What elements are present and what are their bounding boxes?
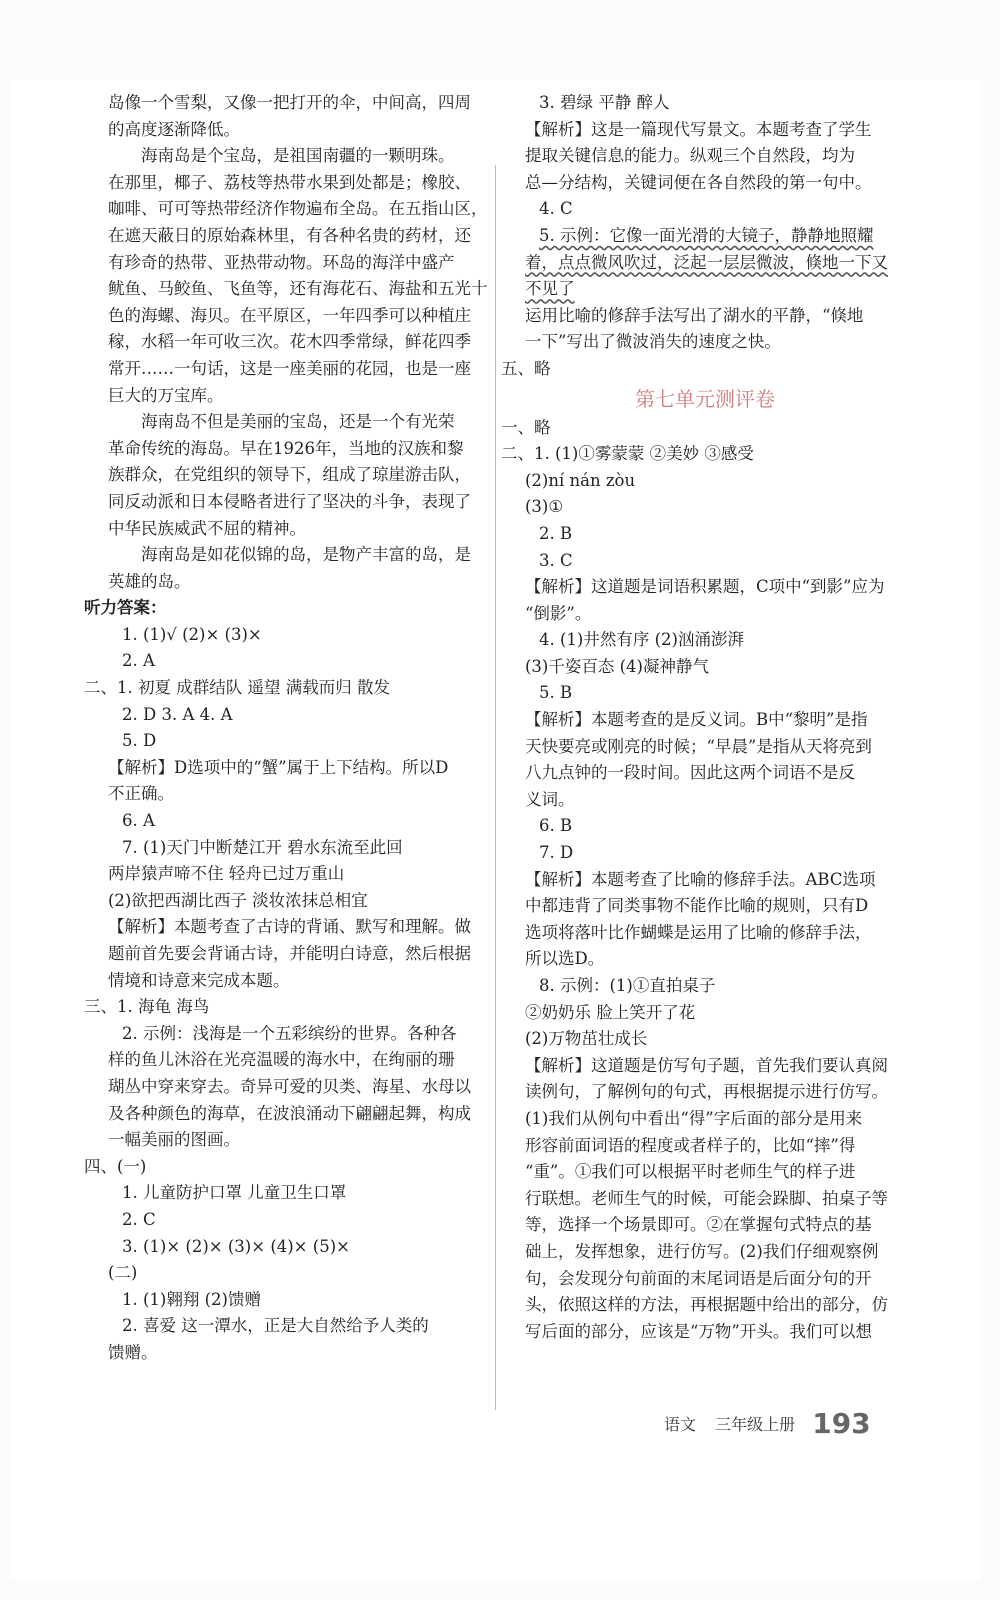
text-line: 情境和诗意来完成本题。 (108, 970, 290, 990)
answer-line: 5. 示例：它像一面光滑的大镜子，静静地照耀 (539, 225, 874, 245)
text-line: 选项将落叶比作蝴蝶是运用了比喻的修辞手法， (525, 922, 872, 942)
text-line: 提取关键信息的能力。纵观三个自然段，均为 (525, 146, 855, 166)
right-column (501, 90, 888, 1345)
answer-line: 1. (1)翱翔 (2)馈赠 (122, 1289, 261, 1309)
section-line: 五、略 (501, 358, 551, 378)
listening-answers-heading: 听力答案： (84, 598, 167, 618)
text-line: 革命传统的海岛。早在1926年，当地的汉族和黎 (108, 438, 464, 458)
section-line: 四、(一) (84, 1156, 147, 1176)
section-line: 三、1. 海龟 海鸟 (84, 997, 210, 1017)
text-line: 题前首先要会背诵古诗，并能明白诗意，然后根据 (108, 944, 471, 963)
answer-line: 2. B (539, 523, 573, 543)
text-line: 着，点点微风吹过，泛起一层层微波，倏地一下又 (525, 252, 888, 272)
text-line: 【解析】本题考查的是反义词。B中“黎明”是指 (525, 710, 868, 730)
text-line: 色的海螺、海贝。在平原区，一年四季可以种植庄 (108, 305, 471, 325)
text-line: 族群众，在党组织的领导下，组成了琼崖游击队， (108, 465, 471, 485)
text-line: 在遮天蔽日的原始森林里，有各种名贵的药材，还 (108, 225, 471, 245)
unit-heading: 第七单元测评卷 (635, 386, 775, 411)
answer-line: 6. A (122, 811, 155, 831)
text-line: 常开……一句话，这是一座美丽的花园，也是一座 (108, 358, 471, 378)
text-line: 不正确。 (108, 784, 174, 804)
text-line: (2)万物茁壮成长 (525, 1029, 648, 1049)
text-line: (二) (108, 1263, 138, 1283)
text-line: 运用比喻的修辞手法写出了湖水的平静，“倏地 (525, 305, 864, 325)
text-line: 两岸猿声啼不住 轻舟已过万重山 (108, 864, 345, 884)
text-line: 【解析】本题考查了比喻的修辞手法。ABC选项 (525, 869, 876, 889)
text-line: 句，会发现分句前面的末尾词语是后面分句的开 (525, 1268, 872, 1288)
answer-line: 5. B (539, 683, 573, 703)
answer-line: 5. D (122, 731, 157, 751)
text-line: 写后面的部分，应该是“万物”开头。我们可以想 (525, 1321, 872, 1341)
text-line: 鱿鱼、马鲛鱼、飞鱼等，还有海花石、海盐和五光十 (108, 279, 488, 299)
text-line: 等，选择一个场景即可。②在掌握句式特点的基 (525, 1215, 872, 1235)
answer-line: 2. 示例：浅海是一个五彩缤纷的世界。各种各 (122, 1023, 457, 1043)
text-line: 瑚丛中穿来穿去。奇异可爱的贝类、海星、水母以 (108, 1076, 471, 1096)
text-line: 一下”写出了微波消失的速度之快。 (525, 332, 781, 352)
text-line: 头，依照这样的方法，再根据题中给出的部分，仿 (525, 1295, 888, 1315)
answer-line: 4. C (539, 199, 573, 219)
text-line: 中都违背了同类事物不能作比喻的规则，只有D (525, 896, 869, 916)
text-line: 【解析】这是一篇现代写景文。本题考查了学生 (525, 119, 872, 139)
text-line: 样的鱼儿沐浴在光亮温暖的海水中，在绚丽的珊 (108, 1050, 455, 1070)
answer-line: 7. D (539, 843, 574, 863)
text-line: (3)① (525, 497, 564, 517)
page-number: 193 (812, 1407, 871, 1440)
text-line: 读例句，了解例句的句式，再根据提示进行仿写。 (525, 1082, 888, 1102)
text-line: 行联想。老师生气的时候，可能会跺脚、拍桌子等 (525, 1188, 888, 1208)
answer-line: 7. (1)天门中断楚江开 碧水东流至此回 (122, 837, 403, 857)
text-line: 有珍奇的热带、亚热带动物。环岛的海洋中盛产 (108, 252, 455, 272)
text-line: (2)欲把西湖比西子 淡妆浓抹总相宜 (108, 890, 368, 910)
answer-line: 6. B (539, 816, 573, 836)
text-line: 中华民族威武不屈的精神。 (108, 518, 306, 538)
text-line: 总—分结构，关键词便在各自然段的第一句中。 (525, 172, 872, 192)
text-line: 同反动派和日本侵略者进行了坚决的斗争，表现了 (108, 491, 471, 511)
text-line: 英雄的岛。 (108, 571, 191, 591)
text-line: (3)千姿百态 (4)凝神静气 (525, 656, 709, 676)
answer-line: 2. 喜爱 这一潭水，正是大自然给予人类的 (122, 1316, 429, 1336)
text-line: 所以选D。 (525, 949, 605, 969)
text-line: ②奶奶乐 脸上笑开了花 (525, 1002, 696, 1022)
text-line: 天快要亮或刚亮的时候；“早晨”是指从天将亮到 (525, 736, 872, 756)
section-line: 二、1. 初夏 成群结队 遥望 满载而归 散发 (84, 678, 390, 698)
section-line: 一、略 (501, 417, 551, 437)
text-line: 【解析】D选项中的“蟹”属于上下结构。所以D (108, 757, 449, 777)
left-column (84, 90, 488, 1367)
paragraph-line: 海南岛是个宝岛，是祖国南疆的一颗明珠。 (141, 146, 455, 166)
text-line: 础上，发挥想象，进行仿写。(2)我们仔细观察例 (525, 1241, 879, 1261)
text-line: 【解析】本题考查了古诗的背诵、默写和理解。做 (108, 917, 471, 937)
answer-line: 3. (1)× (2)× (3)× (4)× (5)× (122, 1236, 350, 1256)
text-line: 的高度逐渐降低。 (108, 119, 240, 139)
answer-line: 2. A (122, 651, 155, 671)
answer-line: 4. (1)井然有序 (2)汹涌澎湃 (539, 630, 744, 650)
answer-line: 3. C (539, 550, 573, 570)
text-line: 及各种颜色的海草，在波浪涌动下翩翩起舞，构成 (108, 1103, 471, 1123)
answer-line: 2. C (122, 1209, 156, 1229)
text-line: 咖啡、可可等热带经济作物遍布全岛。在五指山区， (108, 199, 488, 219)
text-line: 不见了 (525, 279, 575, 299)
section-line: 二、1. (1)①雾蒙蒙 ②美妙 ③感受 (501, 444, 754, 464)
page-footer (664, 1407, 871, 1440)
text-line: (1)我们从例句中看出“得”字后面的部分是用来 (525, 1108, 863, 1128)
text-line: (2)ní nán zòu (525, 470, 636, 490)
text-line: 义词。 (525, 789, 575, 809)
text-line: 【解析】这道题是词语积累题，C项中“到影”应为 (525, 577, 885, 597)
answer-line: 1. (1)√ (2)× (3)× (122, 624, 262, 644)
footer-subject: 语文 (664, 1415, 697, 1434)
paragraph-line: 海南岛不但是美丽的宝岛，还是一个有光荣 (141, 412, 455, 432)
text-line: 八九点钟的一段时间。因此这两个词语不是反 (525, 763, 855, 783)
text-line: “倒影”。 (525, 603, 592, 623)
answer-line: 1. 儿童防护口罩 儿童卫生口罩 (122, 1183, 347, 1203)
text-line: 形容前面词语的程度或者样子的，比如“摔”得 (525, 1135, 856, 1155)
column-divider (495, 165, 496, 1410)
text-line: 稼，水稻一年可收三次。花木四季常绿，鲜花四季 (108, 332, 471, 352)
text-line: “重”。①我们可以根据平时老师生气的样子进 (525, 1162, 856, 1182)
paragraph-line: 海南岛是如花似锦的岛，是物产丰富的岛，是 (141, 545, 471, 565)
answer-line: 8. 示例：(1)①直拍桌子 (539, 976, 716, 995)
text-line: 巨大的万宝库。 (108, 385, 224, 405)
text-line: 在那里，椰子、荔枝等热带水果到处都是；橡胶、 (108, 172, 471, 192)
text-line: 馈赠。 (108, 1342, 158, 1362)
answer-line: 3. 碧绿 平静 醉人 (539, 93, 670, 112)
text-line: 岛像一个雪梨，又像一把打开的伞，中间高，四周 (108, 93, 471, 112)
footer-grade: 三年级上册 (715, 1415, 796, 1434)
text-line: 【解析】这道题是仿写句子题，首先我们要认真阅 (525, 1055, 888, 1075)
answer-line: 2. D 3. A 4. A (122, 704, 233, 724)
text-line: 一幅美丽的图画。 (108, 1130, 240, 1150)
